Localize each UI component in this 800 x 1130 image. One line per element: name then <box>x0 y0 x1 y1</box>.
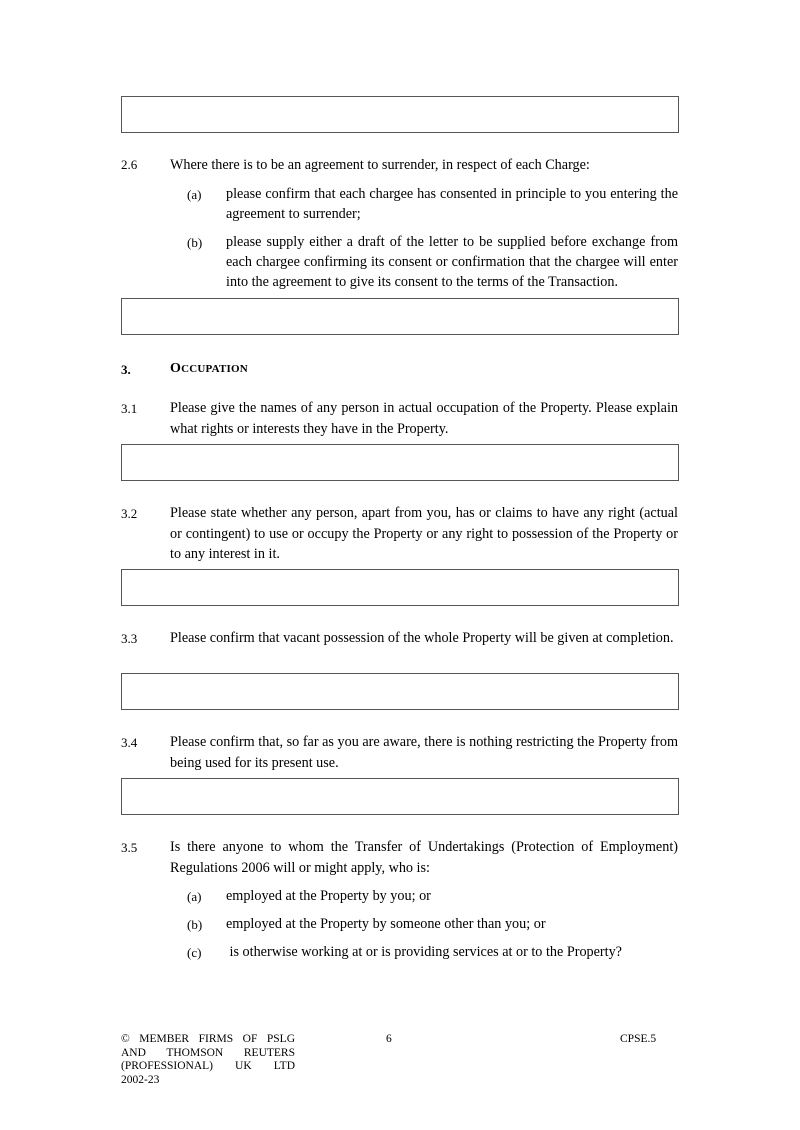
answer-box-3-3[interactable] <box>121 673 679 710</box>
sub-text-2-6-b: please supply either a draft of the letter to be supplied before exchange from each chargee confirming its consent or confirmation that the chargee will enter into the agreement to give its consent to the terms of the Transaction. <box>226 234 678 290</box>
sub-letter-3-5-a: (a) <box>187 889 202 904</box>
footer-copyright <box>121 1033 295 1087</box>
sub-letter-3-5-b: (b) <box>187 917 203 932</box>
copyright-line-3: (PROFESSIONAL) UK LTD <box>121 1060 295 1072</box>
section-number-2-6: 2.6 <box>121 157 138 172</box>
copyright-line-2: AND THOMSON REUTERS <box>121 1046 295 1059</box>
section-number-3-1: 3.1 <box>121 401 138 416</box>
heading-rest: CCUPATION <box>181 363 248 375</box>
sub-text-3-5-c: is otherwise working at or is providing services at or to the Property? <box>226 944 622 960</box>
section-number-3-2: 3.2 <box>121 506 138 521</box>
section-number-3-5: 3.5 <box>121 840 138 855</box>
form-code: CPSE.5 <box>620 1033 657 1045</box>
section-number-3-4: 3.4 <box>121 735 138 750</box>
section-text-3-1: Please give the names of any person in actual occupation of the Property. Please explain what rights or interests they have in the Property. <box>170 400 678 437</box>
sub-letter-3-5-c: (c) <box>187 945 202 960</box>
heading-initial: O <box>170 361 182 376</box>
section-text-3-2: Please state whether any person, apart from you, has or claims to have any right (actual or contingent) to use or occupy the Property or any right to possession of the Property or to any interest in it. <box>170 505 678 562</box>
copyright-line-4: 2002-23 <box>121 1073 160 1086</box>
section-number-3: 3. <box>121 362 131 377</box>
section-text-3-4: Please confirm that, so far as you are aware, there is nothing restricting the Property from being used for its present use. <box>170 734 678 771</box>
answer-box-3-2[interactable] <box>121 569 679 606</box>
section-number-3-3: 3.3 <box>121 631 138 646</box>
sub-text-3-5-b: employed at the Property by someone other than you; or <box>226 916 546 932</box>
section-heading-occupation <box>170 361 248 377</box>
sub-letter-2-6-b: (b) <box>187 235 203 250</box>
sub-text-2-6-a: please confirm that each chargee has consented in principle to you entering the agreement to surrender; <box>226 186 678 222</box>
section-text-3-3: Please confirm that vacant possession of the whole Property will be given at completion. <box>170 630 674 646</box>
answer-box-2-6[interactable] <box>121 298 679 335</box>
copyright-line-1: © MEMBER FIRMS OF PSLG <box>121 1033 295 1045</box>
page-number: 6 <box>386 1033 392 1045</box>
answer-box-3-4[interactable] <box>121 778 679 815</box>
section-text-3-5: Is there anyone to whom the Transfer of Undertakings (Protection of Employment) Regulations 2006 will or might apply, who is: <box>170 839 678 876</box>
sub-text-3-5-a: employed at the Property by you; or <box>226 888 431 904</box>
answer-box-3-1[interactable] <box>121 444 679 481</box>
section-text-2-6: Where there is to be an agreement to surrender, in respect of each Charge: <box>170 157 590 173</box>
sub-letter-2-6-a: (a) <box>187 187 202 202</box>
answer-box-2-5[interactable] <box>121 96 679 133</box>
